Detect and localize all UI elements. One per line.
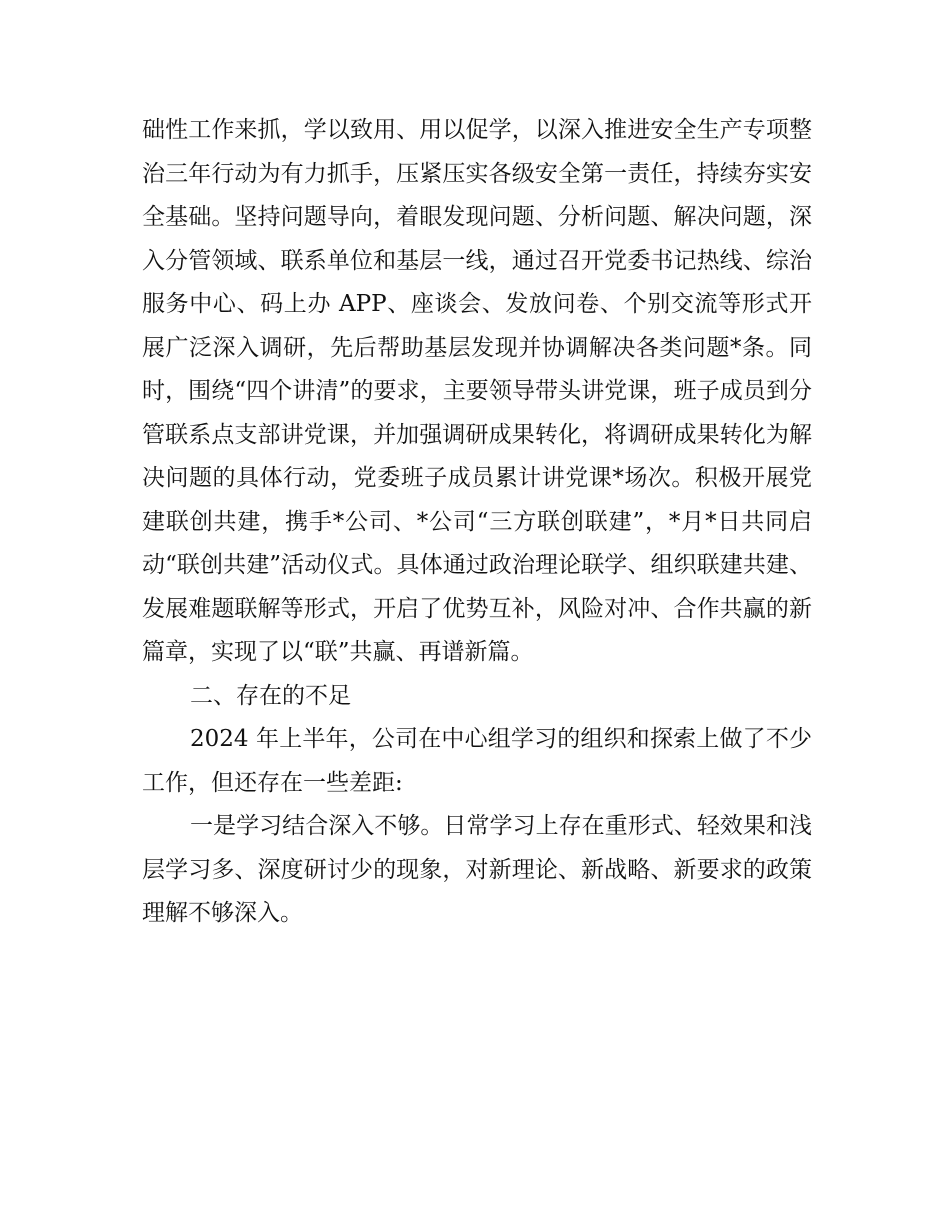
text-line: 协调解决各类问题*条。同时，围绕“四个讲清”的要求，主 (142, 334, 813, 404)
text-line: 不少工作，但还存在一些差距: (142, 726, 812, 796)
text-line: 求的政策理解不够深入。 (142, 856, 813, 926)
text-line: 础性工作来抓，学以致用、用以促学，以深入推进安全生产专 (142, 117, 766, 143)
text-line: 解决问题，深入分管领域、联系单位和基层一线，通过召开党 (142, 204, 813, 274)
text-line: 要领导带头讲党课，班子成员到分管联系点支部讲党课，并加 (142, 378, 812, 448)
text-line: 和浅层学习多、深度研讨少的现象，对新理论、新战略、新要 (142, 813, 813, 883)
body-paragraph-point-one (142, 805, 812, 936)
document-body (142, 109, 812, 936)
section-heading-shortcomings (142, 675, 812, 719)
text-line: 强调研成果转化，将调研成果转化为解决问题的具体行动，党 (142, 421, 813, 491)
text-line: 项整治三年行动为有力抓手，压紧压实各级安全第一责任，持 (142, 117, 813, 187)
text-line: 一是学习结合深入不够。日常学习上存在重形式、轻效果 (190, 813, 766, 839)
body-paragraph-intro (142, 718, 812, 805)
body-paragraph-continuation (142, 109, 812, 675)
text-line: 委班子成员累计讲党课*场次。积极开展党建联创共建，携手* (142, 465, 813, 535)
text-line: 2024 年上半年，公司在中心组学习的组织和探索上做了 (190, 726, 766, 752)
text-line: 委书记热线、综治服务中心、码上办 APP、座谈会、发放问 (142, 247, 813, 317)
text-line: 难题联解等形式，开启了优势互补，风险对冲、合作共赢的新 (188, 595, 813, 622)
text-line: 篇章，实现了以“联”共赢、再谱新篇。 (142, 639, 534, 665)
text-line: 续夯实安全基础。坚持问题导向，着眼发现问题、分析问题、 (142, 160, 813, 230)
text-line: 建”活动仪式。具体通过政治理论联学、组织联建共建、发展 (142, 552, 812, 622)
heading-text: 二、存在的不足 (190, 682, 351, 709)
text-line: 卷、个别交流等形式开展广泛深入调研，先后帮助基层发现并 (142, 291, 813, 361)
text-line: 公司、*公司“三方联创联建”，*月*日共同启动“联创共 (142, 508, 812, 578)
